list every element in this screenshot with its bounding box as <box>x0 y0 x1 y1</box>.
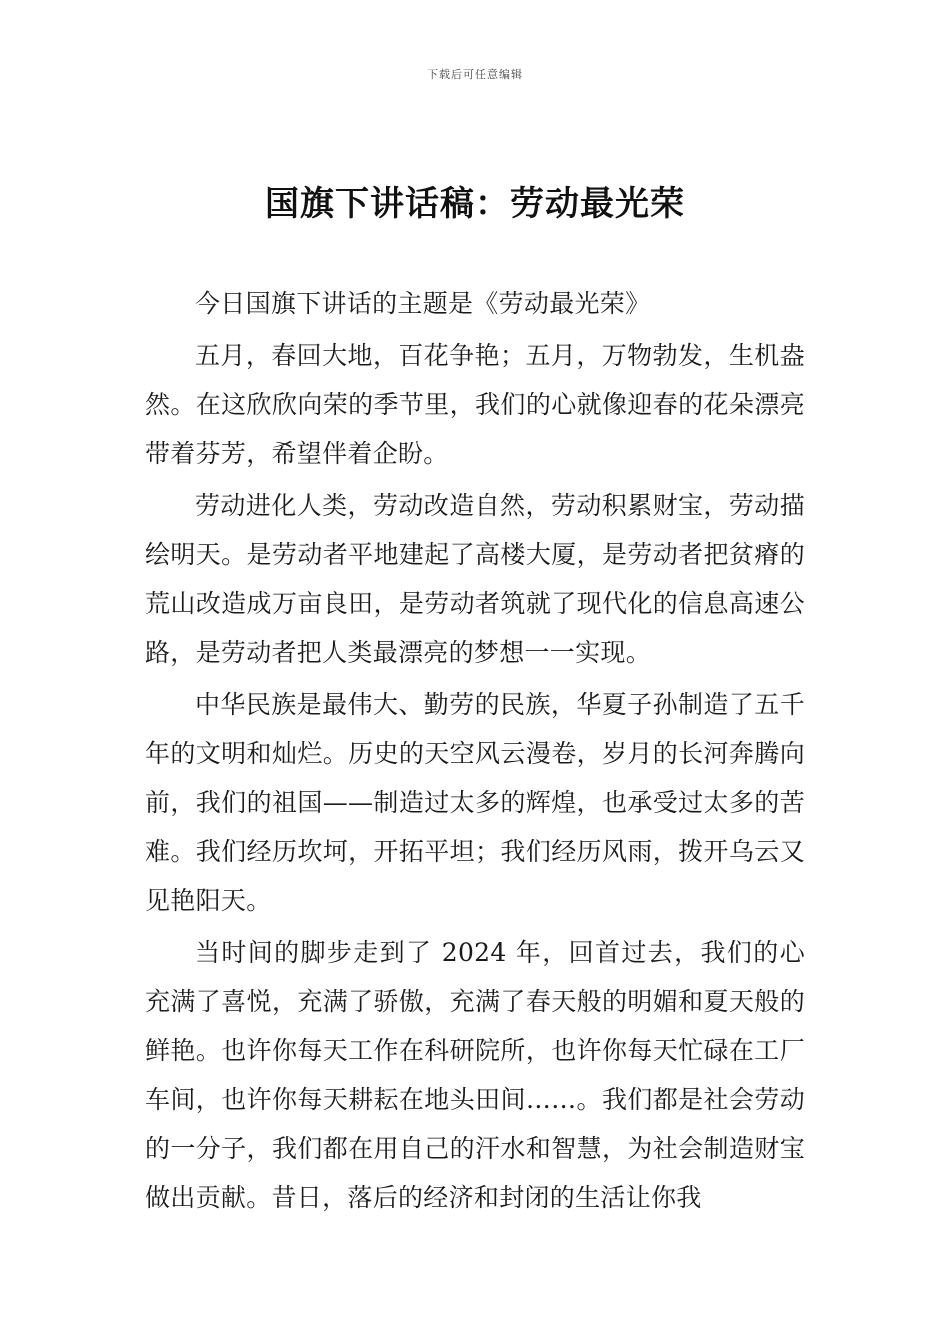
header-note: 下载后可任意编辑 <box>427 68 523 81</box>
paragraph-3: 劳动进化人类，劳动改造自然，劳动积累财宝，劳动描绘明天。是劳动者平地建起了高楼大厦，是劳动者把贫瘠的荒山改造成万亩良田，是劳动者筑就了现代化的信息高速公路，是劳动者把人类最漂亮的梦想一一实现。 <box>145 491 805 667</box>
document-body <box>145 279 805 1222</box>
page-title: 国旗下讲话稿：劳动最光荣 <box>265 184 685 224</box>
paragraph-5: 当时间的脚步走到了 2024 年，回首过去，我们的心充满了喜悦，充满了骄傲，充满了春天般的明媚和夏天般的鲜艳。也许你每天工作在科研院所，也许你每天忙碌在工厂车间，也许你每天耕耘在地头田间……。我们都是社会劳动的一分子，我们都在用自己的汗水和智慧，为社会制造财宝做出贡献。昔日，落后的经济和封闭的生活让你我 <box>145 938 805 1212</box>
paragraph-4: 中华民族是最伟大、勤劳的民族，华夏子孙制造了五千年的文明和灿烂。历史的天空风云漫卷，岁月的长河奔腾向前，我们的祖国——制造过太多的辉煌，也承受过太多的苦难。我们经历坎坷，开拓平坦；我们经历风雨，拨开乌云又见艳阳天。 <box>145 690 805 915</box>
paragraph-1: 今日国旗下讲话的主题是《劳动最光荣》 <box>195 289 651 318</box>
paragraph-2: 五月，春回大地，百花争艳；五月，万物勃发，生机盎然。在这欣欣向荣的季节里，我们的心就像迎春的花朵漂亮带着芬芳，希望伴着企盼。 <box>145 341 805 468</box>
